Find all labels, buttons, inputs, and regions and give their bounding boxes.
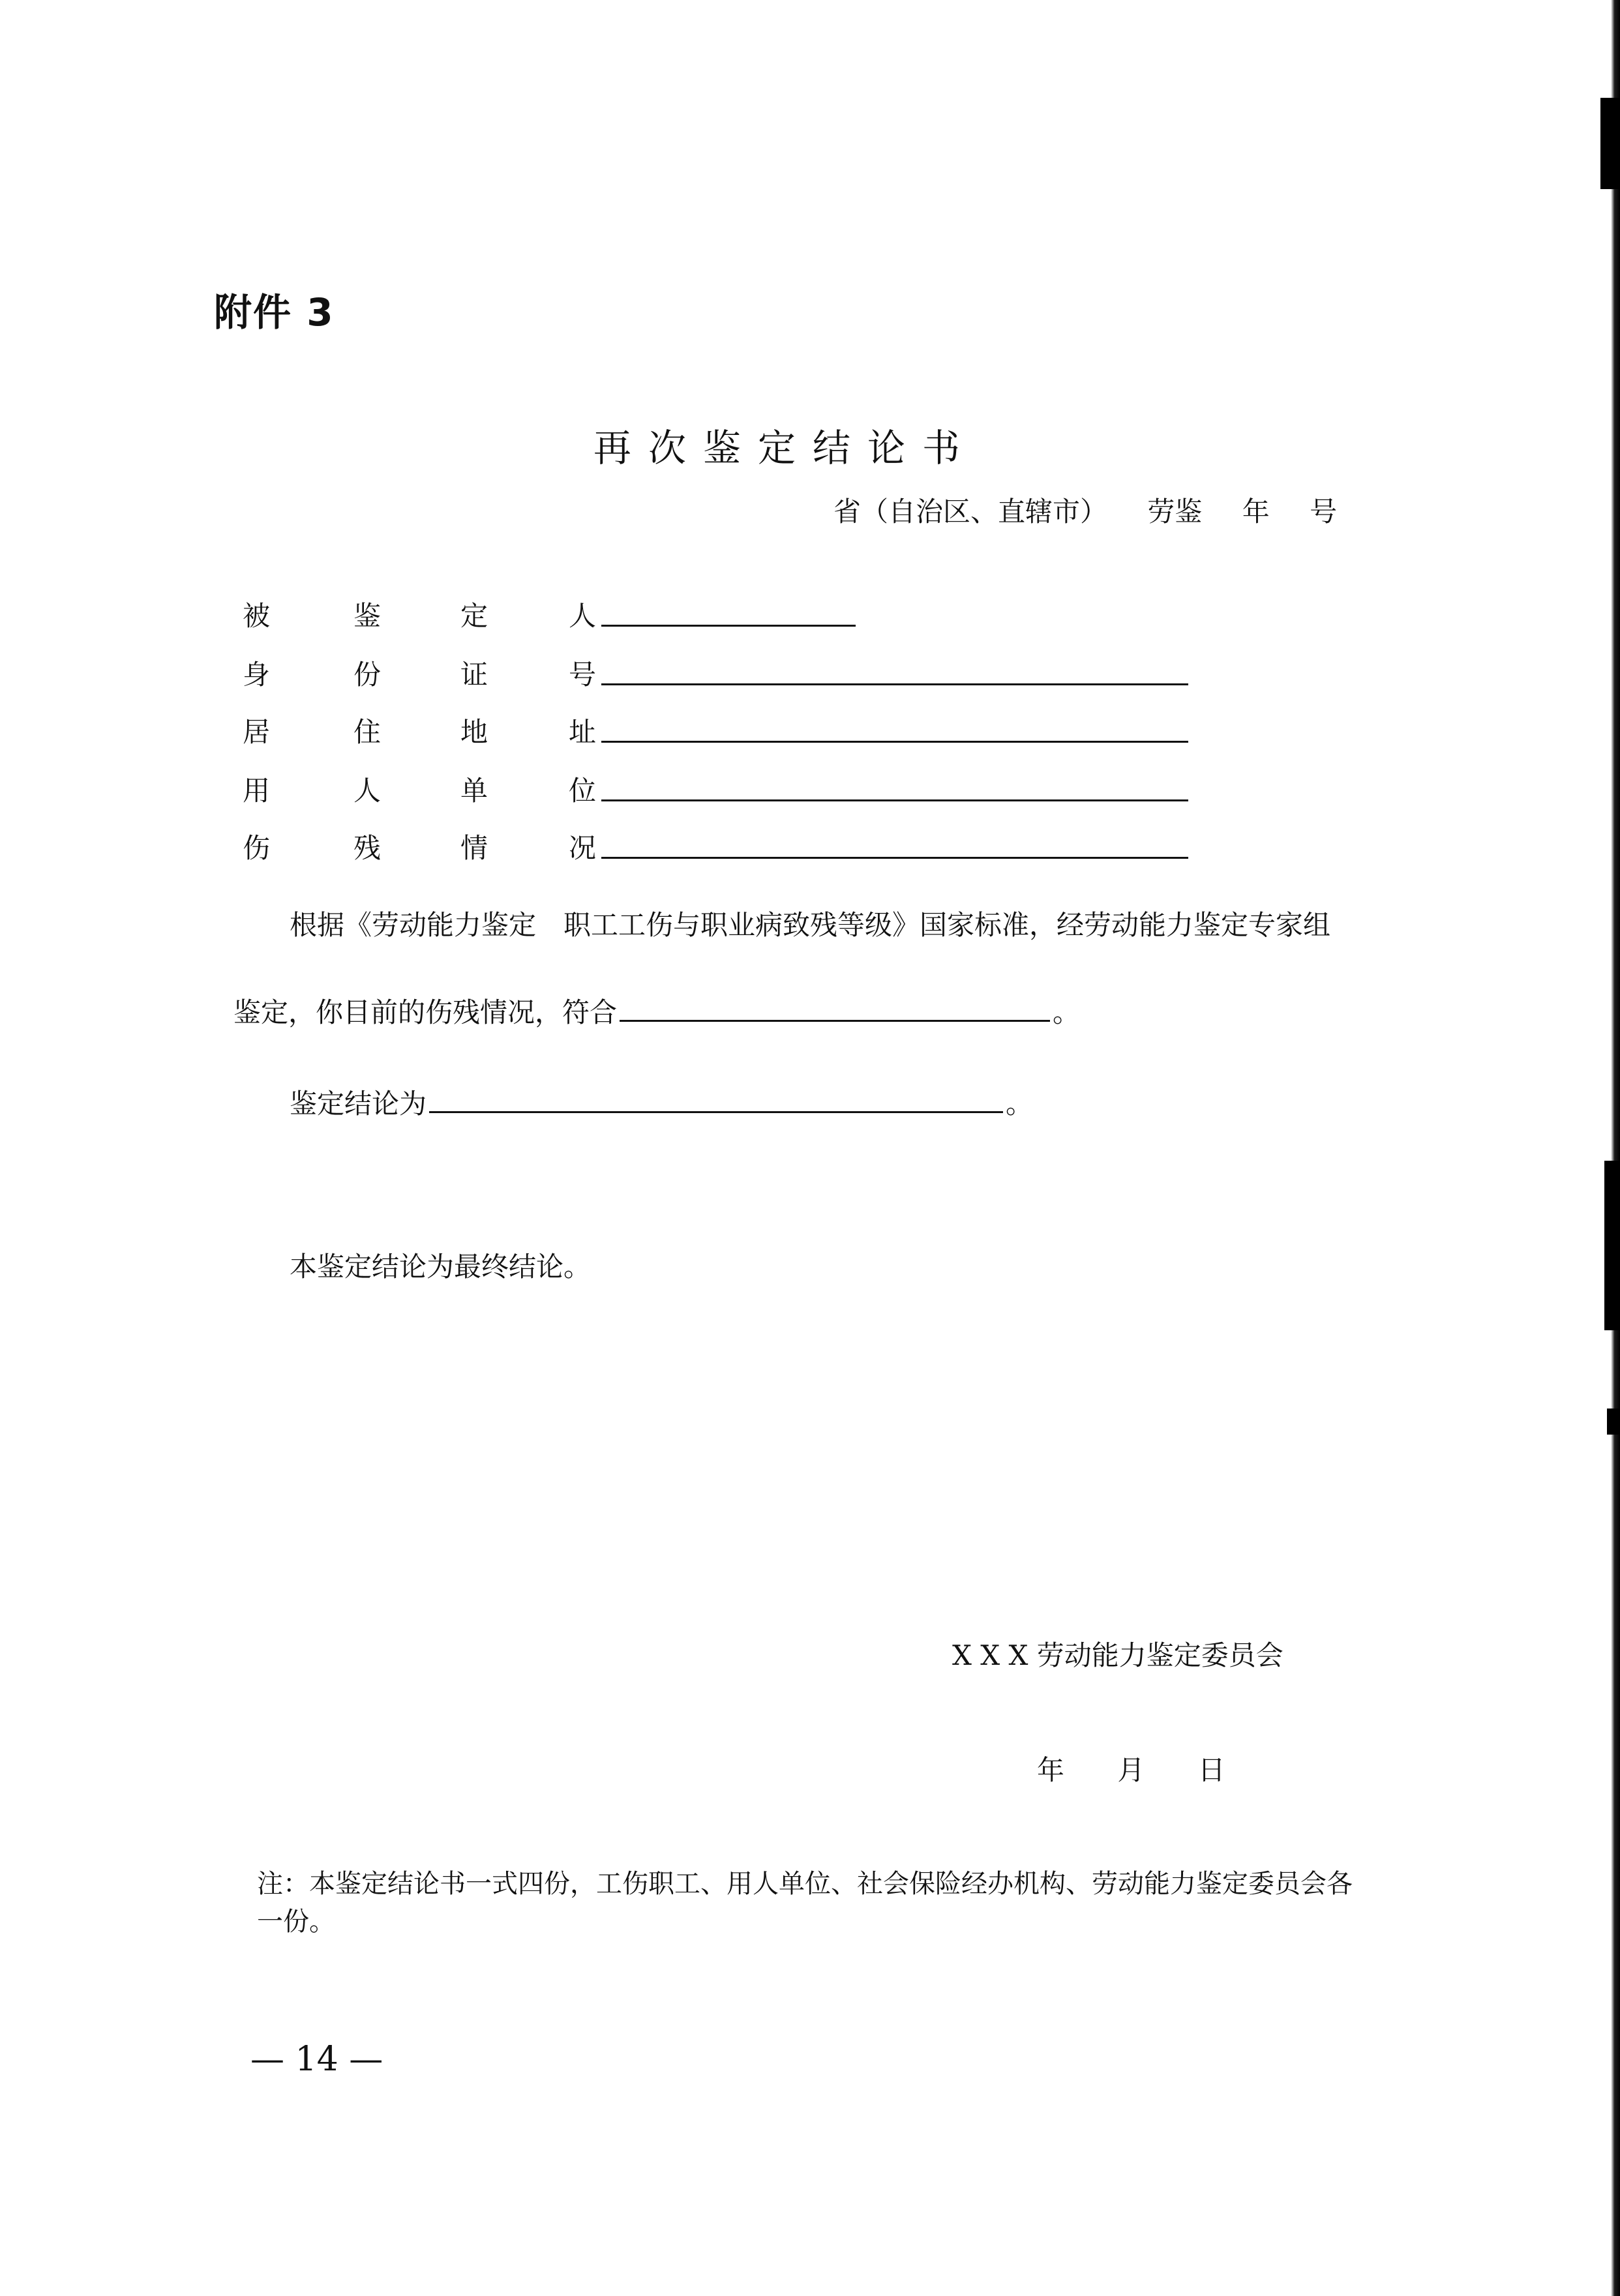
field-char: 居 [243,716,271,748]
disability-status-blank[interactable] [601,857,1188,859]
field-char: 证 [460,659,488,691]
employer-blank[interactable] [601,799,1188,801]
docno-prefix: 劳鉴 [1147,496,1203,528]
address-blank[interactable] [601,741,1188,743]
date-month: 月 [1117,1754,1145,1786]
docno-number: 号 [1310,496,1338,528]
field-char: 被 [243,600,271,632]
attachment-label: 附件 3 [214,290,335,335]
field-char: 鉴 [353,600,382,632]
conclusion-line [290,1082,1033,1122]
basis-paragraph-line1: 根据《劳动能力鉴定 职工工伤与职业病致残等级》国家标准，经劳动能力鉴定专家组 [290,909,1331,941]
field-char: 情 [460,832,488,864]
document-number-line [833,490,1337,529]
field-char: 用 [243,775,271,807]
appraised-person-blank[interactable] [601,625,856,627]
field-char: 人 [353,775,382,807]
scan-edge [1611,0,1620,2296]
footnote: 注：本鉴定结论书一式四份，工伤职工、用人单位、社会保险经办机构、劳动能力鉴定委员会各一份。 [257,1869,1353,1937]
basis-paragraph-line2 [233,991,1080,1030]
final-statement: 本鉴定结论为最终结论。 [290,1251,592,1283]
id-number-blank[interactable] [601,683,1188,685]
field-char: 伤 [243,832,271,864]
compliance-suffix: 。 [1053,996,1081,1028]
field-char: 定 [460,600,488,632]
docno-year: 年 [1242,496,1270,528]
scan-edge-mark [1607,1409,1620,1435]
scan-edge-mark [1604,1161,1620,1330]
field-char: 单 [460,775,488,807]
field-char: 号 [569,659,597,691]
field-char: 人 [569,600,597,632]
signature-date [1037,1749,1225,1788]
field-char: 住 [353,716,382,748]
compliance-prefix: 鉴定，你目前的伤残情况，符合 [233,996,618,1028]
document-title: 再次鉴定结论书 [593,426,978,470]
docno-region: 省（自治区、直辖市） [833,496,1108,528]
scan-edge-mark [1600,98,1620,189]
field-char: 位 [569,775,597,807]
field-char: 地 [460,716,488,748]
page-number: — 14 — [250,2040,383,2079]
date-year: 年 [1037,1754,1065,1786]
conclusion-suffix: 。 [1006,1088,1034,1120]
field-char: 身 [243,659,271,691]
committee-signature: X X X 劳动能力鉴定委员会 [952,1639,1283,1671]
conclusion-prefix: 鉴定结论为 [290,1088,427,1120]
field-char: 份 [353,659,382,691]
field-char: 残 [353,832,382,864]
date-day: 日 [1197,1754,1225,1786]
field-char: 况 [569,832,597,864]
conclusion-blank[interactable] [429,1085,1003,1113]
compliance-blank[interactable] [620,994,1050,1022]
field-char: 址 [569,716,597,748]
